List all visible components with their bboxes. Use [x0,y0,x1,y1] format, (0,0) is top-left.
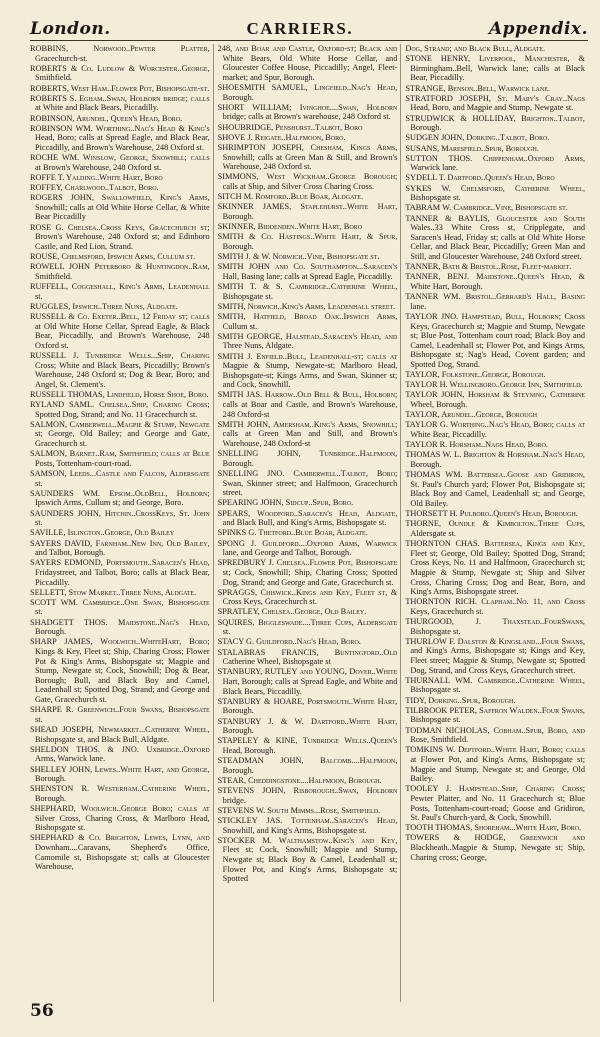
carrier-entry: RUSSELL THOMAS, Lindfield, Horse Shoe, Boro. [30,389,209,399]
carrier-entry: TANNER & BAYLIS, Gloucester and South Wales..33 White Cross st, Cripplegate, and Saracen's Head, Friday st; calls at Old White Horse Cellar, and Black Bear, Piccadilly; Green Man and Still, and Gloucester Warehouse, 248 Oxford street. [405,213,586,261]
carrier-entry: ROSE G. Chelsea..Cross Keys, Gracechurch st; Brown's Warehouse, 248 Oxford st; and Edinboro Castle, and Red Lion, Strand. [30,222,210,251]
carrier-entry: TOWERS & HODGE, Greenwich and Blackheath..Magpie & Stump, Newgate st; Ship, Charing cross; George, [405,833,586,862]
carrier-entry: SAYERS EDMOND, Portsmouth..Saracen's Head, Fridaystreet, and Talbot, Boro; calls at Black Bear, Piccadilly. [30,558,210,587]
carrier-entry: TODMAN NICHOLAS, Cobham..Spur, Boro, and Rose, Smithfield. [405,725,586,745]
carrier-entry: STALABRAS FRANCIS, Buntingford..Old Catherine Wheel, Bishopsgate st [217,647,398,667]
carrier-entry: STRATFORD JOSEPH, St. Mary's Cray..Nags Head, Boro, and Magpie and Stump, Newgate st. [405,93,586,113]
carrier-entry: SIMMONS, West Wickham..George Borough; calls at Ship, and Silver Cross Charing Cross. [217,172,398,191]
carrier-entry: SMITH JAS. Harrow..Old Bell & Bull, Holborn; calls at Boar and Castle, and Brown's Warehouse, 248 Oxford-st [217,390,398,419]
carrier-entry: TILBROOK PETER, Saffron Walden..Four Swans, Bishopsgate st. [405,705,586,725]
carrier-entry: SAUNDERS JOHN, Hitchin..CrossKeys, St. John st. [30,508,210,528]
carrier-entry: STEADMAN JOHN, Balcomb....Halfmoon, Borough. [217,756,398,775]
carrier-entry: STAPELEY & KINE, Tunbridge Wells..Queen's Head, Borough. [217,736,398,755]
carrier-entry: ROBERTS, West Ham..Flower Pot, Bishopsgate-st. [30,83,210,93]
carrier-entry: 248, and Boar and Castle, Oxford-st; Black and White Bears, Old White Horse Cellar, and Gloucester Coffee House, Piccadilly; Angel, Fleet-market; and Spur, Borough. [217,44,398,82]
carrier-entry: SMITH, Hatfield, Broad Oak..Ipswich Arms, Cullum st. [217,311,398,331]
carrier-entry: TAYLOR, Arundel..George, Borough [405,410,538,420]
carrier-entry: SHEAD JOSEPH, Newmarket...Catherine Wheel, Bishopsgate st, and Black Bull, Aldgate. [30,724,210,744]
carrier-entry: RUSSELL & Co. Exeter..Bell, 12 Friday st; calls at Old White Horse Cellar, Spread Eagle, & Black Bear, Piccadilly, and Brown's Warehouse, 248 Oxford st. [30,311,210,350]
carrier-entry: SAVILLE, Islington..George, Old Bailey [30,528,175,538]
carrier-entry: SKINNER, Biddenden..White Hart, Boro [217,222,362,232]
carrier-entry: THURLOW F. Dalston & Kingsland...Four Swans, and King's Arms, Bishopsgate st; Kings and Key, Fleet street; Magpie & Stump, Newgate st; Spotted Dog, Strand, and Cross Keys, Gracechurch street. [405,636,586,675]
carrier-entry: STEVENS W. South Mimms...Rose, Smithfield. [217,805,381,815]
carrier-entry: ROFFE T. Yalding..White Hart, Boro [30,172,163,182]
carrier-entry: SQUIRES, Biggleswade....Three Cups, Aldersgate st. [217,617,398,637]
page-footer [30,1000,230,1024]
carrier-entry: RUSSELL J. Tunbridge Wells...Ship, Charing Cross; White and Black Bears, Piccadilly; Brown's Warehouse, 248 Oxford st; Dog & Bear, Boro; and Angel, St. Clement's. [30,350,210,389]
carrier-entry: STOCKER M. Walthamstow..King's and Key, Fleet st; Cock, Snowhill; Magpie and Stump, Newgate st; Black Boy & Camel, Leadenhall st; Flower Pot, and King's Arms, Bishopsgate st; Spotted [217,835,398,884]
carrier-entry: THORNTON CHAS. Battersea, Kings and Key, Fleet st; George, Old Bailey; Spotted Dog, Strand; Cross Keys, No. 11 and Halfmoon, Gracechurch st; Magpie & Stump, Newgate st; Ship and Silver Cross, Charing Cross; Dog and Bear, Boro, and King's Arms, Bishopsgate street. [405,539,586,597]
carrier-entry: SMITH GEORGE, Halstead..Saracen's Head, and Three Nuns, Aldgate. [217,331,398,351]
carrier-entry: SMITH J. Enfield..Bull, Leadenhall-st; calls at Magpie & Stump, Newgate-st; Marlboro Head, Bishopsgate-st; Kings Arms, and Swan, Skinner st; and Cock, Snowhill. [217,351,398,390]
carrier-entry: SPEARING JOHN, Sidcup..Spur, Boro. [217,498,354,508]
carrier-entry: ROBERTS & Co. Ludlow & Worcester..George, Smithfield. [30,63,210,83]
carrier-entry: SNELLING JNO. Camberwell..Talbot, Boro; Swan, Skinner street; and Halfmoon, Gracechurch street. [217,469,398,498]
carrier-entry: THURGOOD, J. Thaxstead..FourSwans, Bishopsgate st. [405,617,586,636]
carrier-entry: TAYLOR JOHN, Horsham & Steyning, Catherine Wheel, Borough. [405,390,586,410]
carrier-entry: ROBBINS, Norwood..Pewter Platter, Gracechurch-st. [30,44,210,63]
carrier-entry: THORNE, Oundle & Kimbolton..Three Cups, Aldersgate st. [405,519,586,538]
carrier-entry: STANBURY J. & W. Dartford..White Hart, Borough. [217,716,398,736]
carrier-entry: STANBURY & HOARE, Portsmouth..White Hart, Borough. [217,696,398,716]
header-left-london: London. [30,19,111,39]
carrier-entry: ROWELL JOHN Peterboro & Huntingdon..Ram, Smithfield. [30,262,210,281]
carrier-entry: ROFFEY, Charlwood..Talbot, Boro. [30,183,159,193]
carrier-entry: SHORT WILLIAM; Ivinghoe....Swan, Holborn bridge; calls at Brown's warehouse, 248 Oxford st. [217,102,398,122]
carrier-entry: TOOLEY J. Hampstead..Ship, Charing Cross; Pewter Platter, and No. 11 Gracechurch st; Blue Posts, Tottenham-court-road; Goose and Gridiron, St. Paul's Church-yard, & Cock, Snowhill. [405,784,586,823]
carrier-entry: THORSETT H. Pulboro..Queen's Head, Borough. [405,509,578,519]
carrier-entry: SELLETT, Stow Market..Three Nuns, Aldgate. [30,587,197,597]
entries-columns [30,44,588,1002]
carrier-entry: SAYERS DAVID, Farnham..New Inn, Old Bailey, and Talbot, Borough. [30,538,210,558]
carrier-entry: SPREDBURY J. Chelsea..Flower Pot, Bishopsgate st; Cock, Snowhill; Ship, Charing Cross; Spotted Dog, Strand; and George and Gate, Gracechurch st. [217,558,398,587]
carrier-entry: SMITH JOHN and Co. Southampton...Saracen's Hall, Basing lane; calls at Spread Eagle, Piccadilly. [217,262,398,281]
carrier-entry: SHEPHARD & Co. Brighton, Lewes, Lynn, and Downham....Caravans, Shepherd's Office, Camomile st, Bishopsgate st; calls at Gloucester Warehouse, [30,833,210,872]
page-title: CARRIERS. [246,19,354,38]
carrier-entry: TANNER, Bath & Bristol..Rose, Fleet-market. [405,262,572,272]
carrier-entry: STANBURY, RUTLEY and YOUNG, Dover..White Hart, Borough; calls at Spread Eagle, and White and Black Bears, Piccadilly. [217,667,398,696]
carrier-entry: ROUSE, Chelmsford, Ipswich Arms, Cullum st. [30,252,196,261]
carrier-entry: TAYLOR, Folkstone..George, Borough. [405,370,546,380]
carrier-entry: RYLAND SAML. Chelsea..Ship, Charing Cross; Spotted Dog, Strand; and No. 11 Gracechurch st. [30,400,210,419]
carrier-entry: THOMAS WM. Battersea..Goose and Gridiron, St. Paul's Church yard; Flower Pot, Bishopsgate st; Black Boy and Camel, Leadenhall st; and George, Old Bailey. [405,470,586,508]
carrier-entry: TIDY, Dorking..Spur, Borough. [405,695,516,705]
carrier-entry: STRANGE, Benson..Bell, Warwick lane. [405,83,550,93]
carrier-entry: SHRIMPTON JOSEPH, Chesham, Kings Arms, Snowhill; calls at Green Man & Still, and Brown's Warehouse, 248 Oxford st. [217,142,398,172]
carrier-entry: SYDELL T. Dartford..Queen's Head, Boro [405,173,555,183]
carrier-entry: TAYLOR R. Horsham..Nags Head, Boro. [405,440,548,450]
carrier-entry: RUGGLES, Ipswich..Three Nuns, Aldgate. [30,301,178,311]
column-3 [405,44,588,1002]
carrier-entry: SPONG J. Guildford....Oxford Arms, Warwick lane, and George and Talbot, Borough. [217,538,398,558]
page-number: 56 [30,1001,54,1021]
carrier-entry: THORNTON RICH. Clapham..No. 11, and Cross Keys, Gracechurch st. [405,597,586,616]
carrier-entry: TANNER, BENJ. Maidstone..Queen's Head, & White Hart, Borough. [405,272,586,291]
carrier-entry: SMITH, Norwich..King's Arms, Leadenhall street. [217,301,396,311]
carrier-entry: TAYLOR G. Worthing..Nag's Head, Boro; calls at White Bear, Piccadilly. [405,420,586,440]
column-2 [218,44,402,1002]
carrier-entry: SHEPHARD, Woolwich..George Boro; calls at Silver Cross, Charing Cross, & Marlboro Head, Bishopsgate st. [30,804,210,833]
carrier-entry: SHADGETT THOS. Maidstone..Nag's Head, Borough. [30,617,210,637]
carrier-entry: SHOESMITH SAMUEL, Lingfield..Nag's Head, Borough. [217,82,398,102]
carrier-entry: RUFFELL, Coggeshall, King's Arms, Leadenhall st. [30,281,210,301]
carrier-entry: SPRAGGS, Chiswick..Kings and Key, Fleet st, & Cross Keys, Gracechurch st. [217,587,398,607]
carrier-entry: SYKES W. Chelmsford, Catherine Wheel, Bishopsgate st. [405,183,586,203]
carrier-entry: Dog, Strand; and Black Bull, Aldgate. [405,44,546,53]
carrier-entry: STEAR, Cheddingstone....Halfmoon, Borough. [217,775,382,785]
carrier-entry: SMITH JOHN, Amersham..King's Arms, Snowhill; calls at Green Man and Still, and Brown's Warehouse, 248 Oxford-st [217,419,398,449]
carrier-entry: ROCHE WM. Winslow, George, Snowhill; calls at Brown's Warehouse, 248 Oxford st. [30,153,210,172]
carrier-entry: SKINNER JAMES, Staplehurst..White Hart, Borough. [217,202,398,221]
carrier-entry: SPINKS G. Thetford..Blue Boar, Aldgate. [217,528,368,538]
carrier-entry: TOMKINS W. Deptford..White Hart, Boro; calls at Flower Pot, and King's Arms, Bishopsgate st; Magpie and Stump, Newgate st; and George, Old Bailey. [405,745,586,784]
carrier-entry: SHARP JAMES, Woolwich..WhiteHart, Boro; Kings & Key, Fleet st; Ship, Charing Cross; Flower Pot & King's Arms, Bishopsgate st; Magpie and Stump, Newgate st; Cock, Snowhill; Dog & Bear, Borough; Bull, and Black Boy and Camel, Leadenhall st; Spotted Dog, Strand; and George and Gate, Gracechurch st. [30,637,210,704]
carrier-entry: SHOVE J. Reigate..Halfmoon, Boro. [217,132,346,142]
carrier-entry: TAYLOR JNO. Hampstead, Bull, Holborn; Cross Keys, Gracechurch st; Magpie and Stump, Newgate st; Blue Post, Tottenham court road; Black Boy and Camel, Leadenhall st; Flower Pot, and Kings Arms, Bishopsgate st; Nag's Head, Covent garden; and Spotted Dog, Strand. [405,311,586,369]
carrier-entry: SUTTON THOS. Chippenham..Oxford Arms, Warwick lane. [405,153,586,173]
carrier-entry: TANNER WM. Bristol..Gerrard's Hall, Basing lane. [405,292,586,311]
carrier-entry: SMITH T. & S. Cambridge..Catherine Wheel, Bishopsgate st. [217,281,398,301]
header-right-appendix: Appendix. [488,19,588,39]
carrier-entry: SHOUBRIDGE, Penshurst..Talbot, Boro [217,122,363,132]
carrier-entry: SHELDON THOS. & JNO. Uxbridge..Oxford Arms, Warwick lane. [30,744,210,764]
carrier-entry: SHELLEY JOHN, Lewes..White Hart, and George, Borough. [30,764,210,784]
carrier-entry: ROGERS JOHN, Swallowfield, King's Arms, Snowhill; calls at Old White Horse Cellar, & White Bear Piccadilly [30,193,210,222]
carrier-entry: SNELLING JOHN, Tunbridge..Halfmoon, Borough. [217,449,398,468]
carrier-entry: THURNALL WM. Cambridge..Catherine Wheel, Bishopsgate st. [405,675,586,695]
carrier-entry: ROBERTS S. Egham..Swan, Holborn bridge; calls at White and Black Bears, Piccadilly. [30,93,210,113]
carrier-entry: ROBINSON, Arundel, Queen's Head, Boro. [30,113,183,123]
carrier-entry: SALMON, Barnet..Ram, Smithfield; calls at Blue Posts, Tottenham-court-road. [30,449,210,468]
carrier-entry: SMITH & Co. Hastings..White Hart, & Spur, Borough. [217,232,398,251]
carrier-entry: TAYLOR H. Wellingboro..George Inn, Smithfield. [405,380,583,390]
column-1 [30,44,214,1002]
carrier-entry: STACY G. Guildford..Nag's Head, Boro. [217,637,361,647]
carrier-entry: SHARPE R. Greenwich..Four Swans, Bishopsgate st. [30,705,210,724]
carrier-entry: SPRATLEY, Chelsea..George, Old Bailey. [217,607,367,617]
carrier-entry: SUDGEN JOHN, Dorking..Talbot, Boro. [405,133,550,143]
carrier-entry: SMITH J. & W. Norwich..Vine, Bishopsgate st. [217,252,380,261]
carrier-entry: TABRAM W. Cambridge..Vine, Bishopsgate st. [405,203,568,213]
carrier-entry: THOMAS W. L. Brighton & Horsham..Nag's Head, Borough. [405,450,586,469]
carrier-entry: SHENSTON R. Westerham..Catherine Wheel, Borough. [30,784,210,803]
carrier-entry: STONE HENRY, Liverpool, Manchester, & Birmingham..Bell, Warwick lane; calls at Black Bear, Piccadilly. [405,54,586,83]
carrier-entry: STICKLEY JAS. Tottenham..Saracen's Head, Snowhill, and King's Arms, Bishopsgate st. [217,816,398,835]
carrier-entry: ROBINSON WM. Worthing..Nag's Head & King's Head, Boro; calls at Spread Eagle, and Black Bear, Piccadilly, and Brown's Warehouse, 248 Oxford st. [30,123,210,152]
carrier-entry: SAMSON, Leeds...Castle and Falcon, Aldersgate st. [30,469,210,488]
carrier-entry: STRUDWICK & HOLLIDAY, Brighton..Talbot, Borough. [405,113,586,133]
carrier-entry: SPEARS, Woodford..Saracen's Head, Aldgate, and Black Bull, and King's Arms, Bishopsgate st. [217,508,398,528]
carrier-entry: TOOTH THOMAS, Shoreham...White Hart, Boro. [405,823,582,833]
carrier-entry: SALMON, Camberwell..Magpie & Stump, Newgate st; George, Old Bailey; and George and Gate, Gracechurch st. [30,419,210,449]
running-header [30,14,588,41]
carrier-entry: SCOTT WM. Cambridge..One Swan, Bishopsgate st. [30,597,210,617]
carrier-entry: STEVENS JOHN, Risborough..Swan, Holborn bridge. [217,786,398,805]
carrier-entry: SITCH M. Romford..Blue Boar, Aldgate. [217,192,364,202]
carrier-entry: SAUNDERS WM. Epsom..OldBell, Holborn; Ipswich Arms, Cullum st; and George, Boro. [30,488,210,508]
carrier-entry: SUSANS, Maresfield..Spur, Borough. [405,143,539,153]
